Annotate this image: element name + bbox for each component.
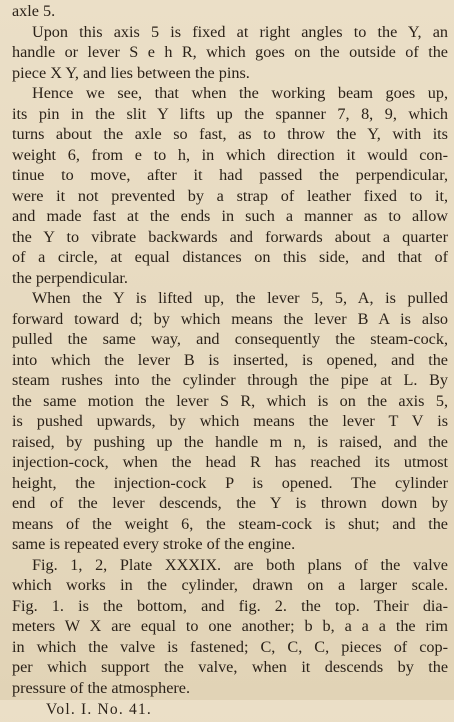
text-line-26: means of the weight 6, the steam-cock is shut; and the: [12, 514, 448, 533]
text-line-32: in which the valve is fastened; C, C, C, pieces of cop-: [12, 637, 448, 656]
text-line-33: per which support the valve, when it descends by the: [12, 658, 448, 676]
text-line-30: Fig. 1. is the bottom, and fig. 2. the top. Their dia-: [12, 596, 448, 615]
text-line-6: its pin in the slit Y lifts up the spanner 7, 8, 9, which: [12, 104, 448, 123]
text-line-14: the perpendicular.: [12, 268, 128, 287]
text-line-1: axle 5.: [12, 2, 56, 20]
text-line-2: Upon this axis 5 is fixed at right angles to the Y, an: [32, 22, 448, 41]
text-line-18: into which the lever B is inserted, is opened, and the: [12, 350, 448, 369]
text-line-13: of a circle, at equal distances on this side, and that of: [12, 248, 448, 266]
page-footer-signature: Vol. I. No. 41.: [46, 701, 152, 718]
text-line-17: pulled the same way, and consequently the steam-cock,: [12, 330, 448, 348]
text-line-34: pressure of the atmosphere.: [12, 678, 190, 697]
text-line-8: weight 6, from e to h, in which direction it would con-: [12, 145, 448, 164]
text-line-7: turns about the axle so fast, as to throw the Y, with its: [12, 125, 448, 143]
text-line-16: forward toward d; by which means the lever B A is also: [12, 309, 448, 328]
text-line-31: meters W X are equal to one another; b b, a a a the rim: [12, 617, 448, 635]
text-line-20: the same motion the lever S R, which is on the axis 5,: [12, 391, 448, 410]
text-line-23: injection-cock, when the head R has reached its utmost: [12, 453, 448, 471]
text-line-25: end of the lever descends, the Y is thrown down by: [12, 494, 448, 512]
text-line-19: steam rushes into the cylinder through the pipe at L. By: [12, 371, 448, 389]
text-line-21: is pushed upwards, by which means the lever T V is: [12, 412, 448, 430]
text-line-11: and made fast at the ends in such a manner as to allow: [12, 207, 448, 225]
text-line-3: handle or lever S e h R, which goes on the outside of the: [12, 43, 448, 61]
text-line-29: which works in the cylinder, drawn on a larger scale.: [12, 576, 448, 594]
text-line-12: the Y to vibrate backwards and forwards about a quarter: [12, 227, 448, 246]
text-line-28: Fig. 1, 2, Plate XXXIX. are both plans of the valve: [32, 555, 448, 574]
text-line-22: raised, by pushing up the handle m n, is raised, and the: [12, 432, 448, 451]
text-line-4: piece X Y, and lies between the pins.: [12, 63, 250, 82]
text-line-9: tinue to move, after it had passed the perpendicular,: [12, 166, 448, 184]
text-line-15: When the Y is lifted up, the lever 5, 5, A, is pulled: [32, 289, 448, 307]
text-line-5: Hence we see, that when the working beam goes up,: [32, 84, 448, 102]
text-line-27: same is repeated every stroke of the engine.: [12, 535, 296, 553]
text-line-10: were it not prevented by a strap of leather fixed to it,: [12, 186, 448, 205]
text-line-24: height, the injection-cock P is opened. The cylinder: [12, 473, 448, 492]
